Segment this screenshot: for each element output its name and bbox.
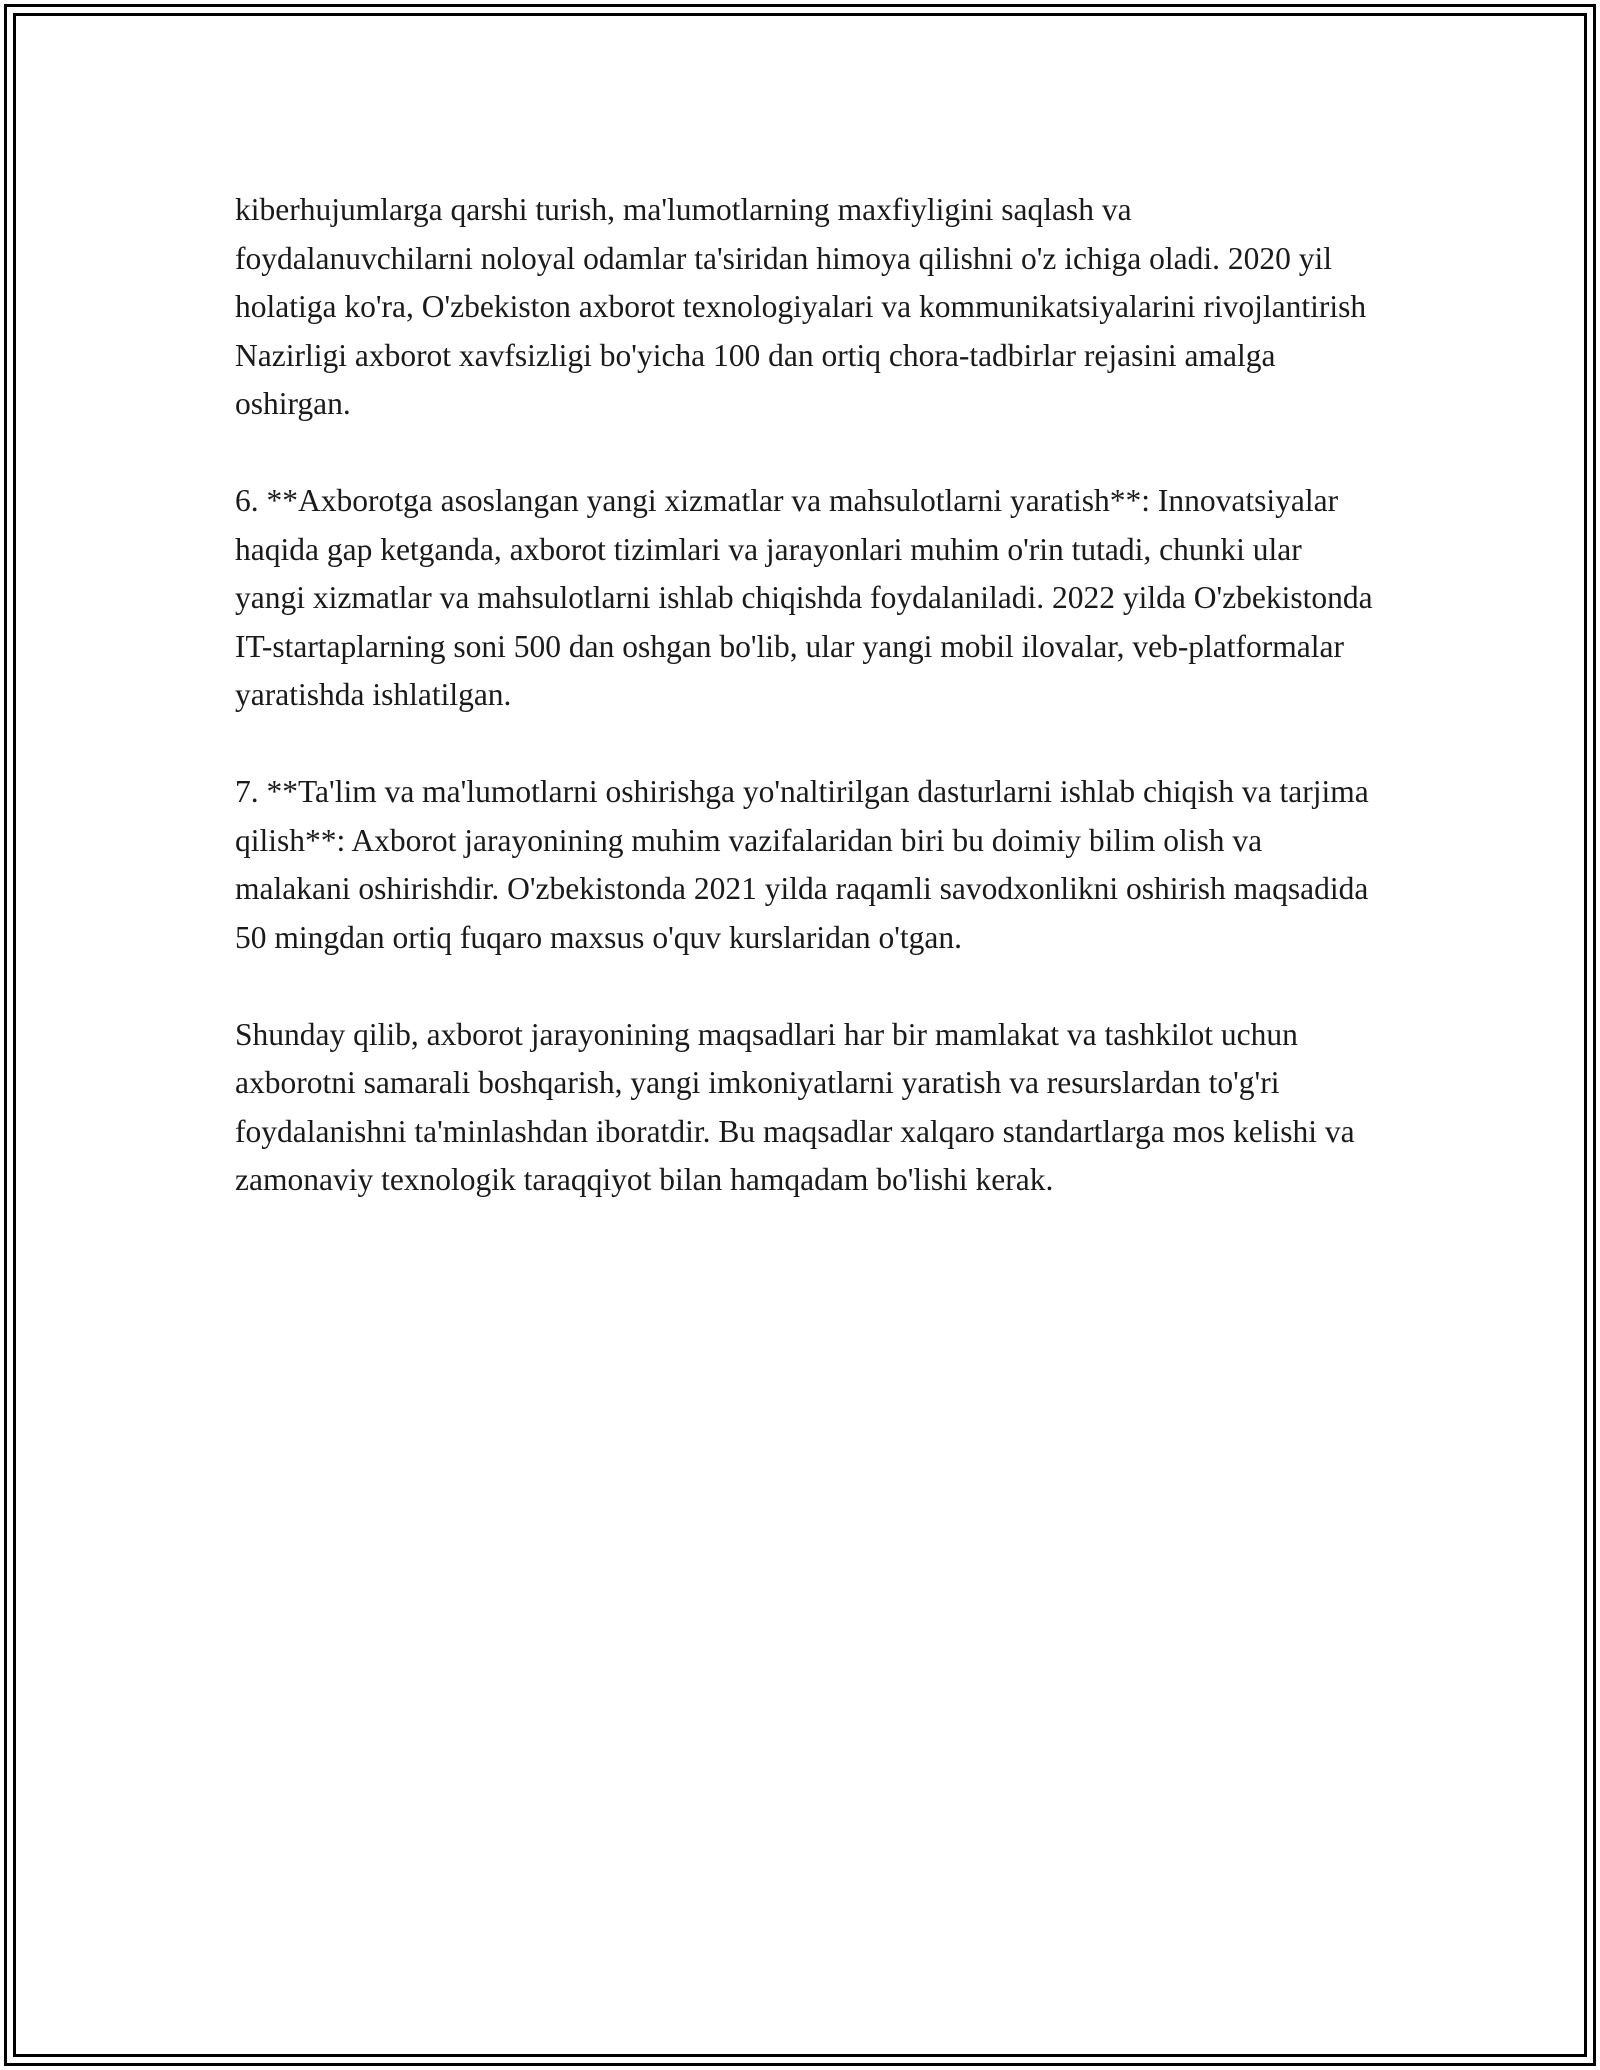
document-body	[235, 186, 1375, 1253]
paragraph-item-7-education: 7. **Ta'lim va ma'lumotlarni oshirishga yo'naltirilgan dasturlarni ishlab chiqish va tarjima qilish**: Axborot jarayonining muhim vazifalaridan biri bu doimiy bilim olish va malakani oshirishdir. O'zbekistonda 2021 yilda raqamli savodxonlikni oshirish maqsadida 50 mingdan ortiq fuqaro maxsus o'quv kurslaridan o'tgan.	[235, 774, 1369, 955]
paragraph-item-6-new-services: 6. **Axborotga asoslangan yangi xizmatlar va mahsulotlarni yaratish**: Innovatsiyalar haqida gap ketganda, axborot tizimlari va jarayonlari muhim o'rin tutadi, chunki ular yangi xizmatlar va mahsulotlarni ishlab chiqishda foydalaniladi. 2022 yilda O'zbekistonda IT-startaplarning soni 500 dan oshgan bo'lib, ular yangi mobil ilovalar, veb-platformalar yaratishda ishlatilgan.	[235, 483, 1373, 712]
paragraph-information-security: kiberhujumlarga qarshi turish, ma'lumotlarning maxfiyligini saqlash va foydalanuvchilarni noloyal odamlar ta'siridan himoya qilishni o'z ichiga oladi. 2020 yil holatiga ko'ra, O'zbekiston axborot texnologiyalari va kommunikatsiyalarini rivojlantirish Nazirligi axborot xavfsizligi bo'yicha 100 dan ortiq chora-tadbirlar rejasini amalga oshirgan.	[235, 192, 1367, 421]
paragraph-conclusion: Shunday qilib, axborot jarayonining maqsadlari har bir mamlakat va tashkilot uchun axborotni samarali boshqarish, yangi imkoniyatlarni yaratish va resurslardan to'g'ri foydalanishni ta'minlashdan iboratdir. Bu maqsadlar xalqaro standartlarga mos kelishi va zamonaviy texnologik taraqqiyot bilan hamqadam bo'lishi kerak.	[235, 1016, 1355, 1197]
